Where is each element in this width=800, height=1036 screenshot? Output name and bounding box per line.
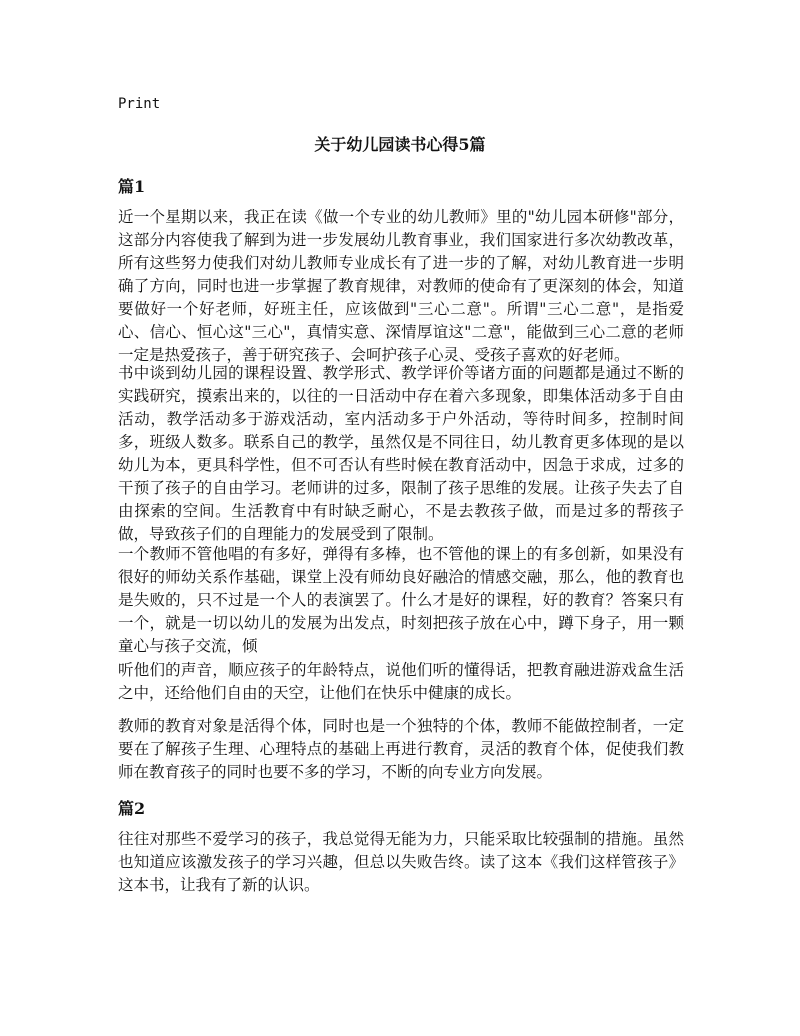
section-2-paragraph-1: 往往对那些不爱学习的孩子，我总觉得无能为力，只能采取比较强制的措施。虽然也知道应该激发孩子的学习兴趣，但总以失败告终。读了这本《我们这样管孩子》这本书，让我有了新的认识。 bbox=[118, 830, 684, 894]
print-label: Print bbox=[118, 96, 161, 112]
section-1-paragraph-5: 教师的教育对象是活得个体，同时也是一个独特的个体，教师不能做控制者，一定要在了解孩子生理、心理特点的基础上再进行教育，灵活的教育个体，促使我们教师在教育孩子的同时也要不多的学习，不断的向专业方向发展。 bbox=[118, 717, 684, 781]
section-1-paragraph-1: 近一个星期以来，我正在读《做一个专业的幼儿教师》里的"幼儿园本研修"部分，这部分内容使我了解到为进一步发展幼儿教育事业，我们国家进行多次幼教改革，所有这些努力使我们对幼儿教师专业成长有了进一步的了解，对幼儿教育进一步明确了方向，同时也进一步掌握了教育规律，对教师的使命有了更深刻的体会，知道要做好一个好老师，好班主任，应该做到"三心二意"。所谓"三心二意"，是指爱心、信心、恒心这"三心"，真情实意、深情厚谊这"二意"，能做到三心二意的老师一定是热爱孩子，善于研究孩子、会呵护孩子心灵、受孩子喜欢的好老师。 bbox=[118, 208, 684, 364]
section-1-paragraph-3: 一个教师不管他唱的有多好，弹得有多棒，也不管他的课上的有多创新，如果没有很好的师幼关系作基础，课堂上没有师幼良好融洽的情感交融，那么，他的教育也是失败的，只不过是一个人的表演罢了。什么才是好的课程，好的教育？答案只有一个，就是一切以幼儿的发展为出发点，时刻把孩子放在心中，蹲下身子，用一颗童心与孩子交流，倾 bbox=[118, 545, 684, 655]
section-1-paragraph-2: 书中谈到幼儿园的课程设置、教学形式、教学评价等诸方面的问题都是通过不断的实践研究，摸索出来的，以往的一日活动中存在着六多现象，即集体活动多于自由活动，教学活动多于游戏活动，室内活动多于户外活动，等待时间多，控制时间多，班级人数多。联系自己的教学，虽然仅是不同往日，幼儿教育更多体现的是以幼儿为本，更具科学性，但不可否认有些时候在教育活动中，因急于求成，过多的干预了孩子的自由学习。老师讲的过多，限制了孩子思维的发展。让孩子失去了自由探索的空间。生活教育中有时缺乏耐心，不是去教孩子做，而是过多的帮孩子做，导致孩子们的自理能力的发展受到了限制。 bbox=[118, 364, 684, 543]
section-heading-2: 篇2 bbox=[118, 799, 146, 818]
document-title: 关于幼儿园读书心得5篇 bbox=[314, 135, 486, 154]
section-heading-1: 篇1 bbox=[118, 177, 146, 196]
section-1-paragraph-4: 听他们的声音，顺应孩子的年龄特点，说他们听的懂得话，把教育融进游戏盒生活之中，还给他们自由的天空，让他们在快乐中健康的成长。 bbox=[118, 661, 684, 702]
